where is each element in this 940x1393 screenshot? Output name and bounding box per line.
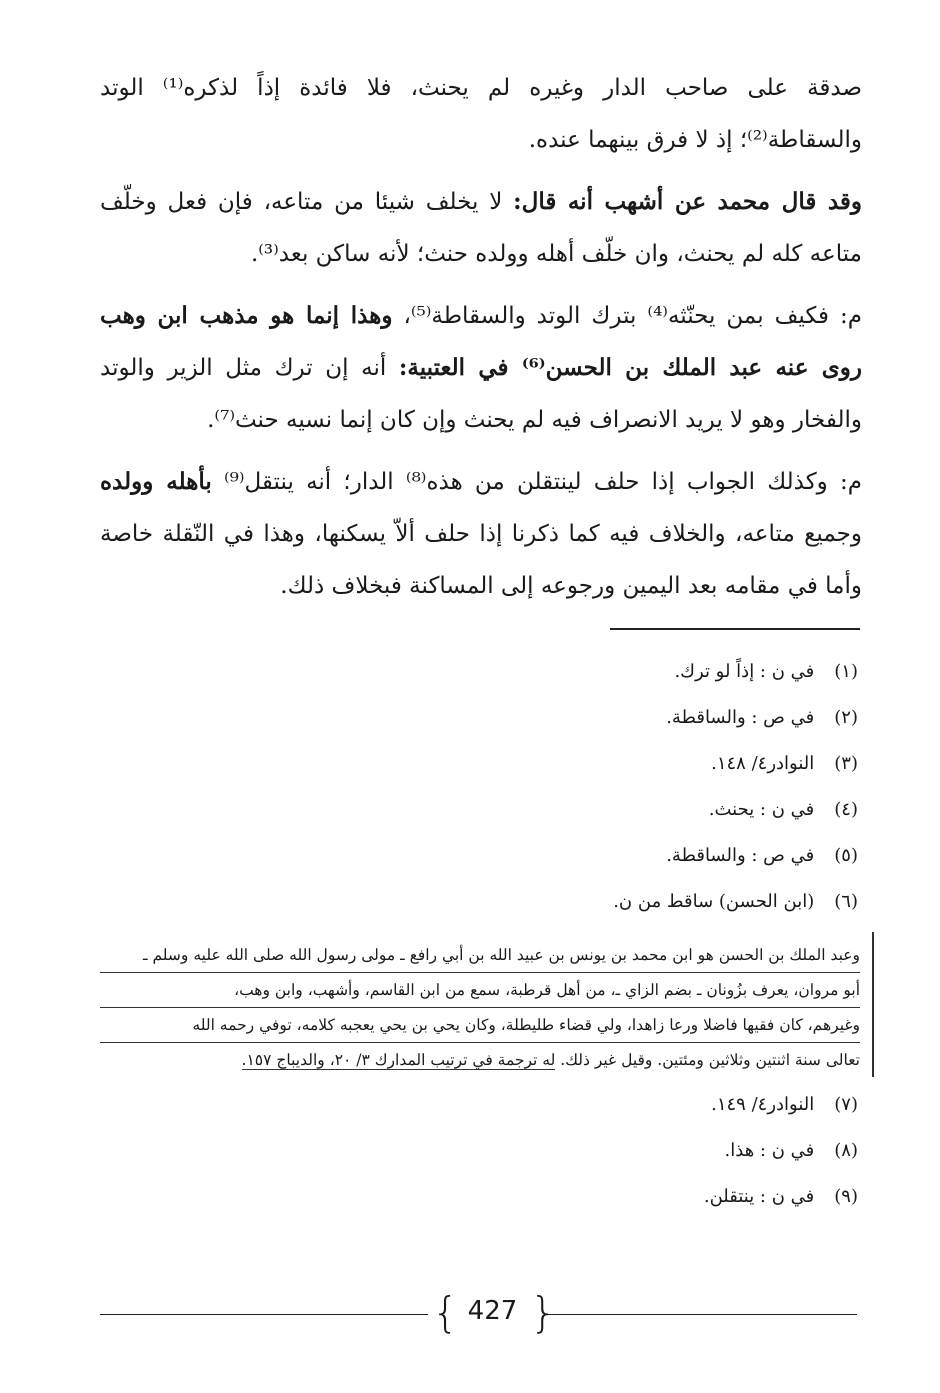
note-line-3: وغيرهم، كان فقيها فاضلا ورعا زاهدا، ولي قضاء طليطلة، وكان يحي بن يحي يعجبه كلامه، توفي رحمه الله (100, 1008, 860, 1043)
footnote-number: (٥) (834, 845, 858, 866)
paragraph-4-bold: بأهله وولده (100, 468, 212, 495)
footnote-5 (100, 834, 862, 880)
footnote-text: في ن : إذاً لو ترك. (674, 661, 815, 682)
footnote-1 (100, 650, 862, 696)
footnote-number: (٦) (834, 891, 858, 912)
note-line-4 (100, 1043, 860, 1077)
right-brace-icon: } (530, 1288, 557, 1337)
footnote-8 (100, 1129, 862, 1175)
note-line-4-text: تعالى سنة اثنتين وثلاثين ومئتين. وقيل غير ذلك. (555, 1051, 860, 1069)
footnote-number: (٣) (834, 753, 858, 774)
footnote-6 (100, 880, 862, 926)
footer-rule-right (545, 1314, 857, 1315)
paragraph-1 (100, 62, 862, 166)
paragraph-2 (100, 176, 862, 280)
footnote-number: (٨) (834, 1140, 858, 1161)
note-line-1: وعبد الملك بن الحسن هو ابن محمد بن يونس بن عبيد الله بن أبي رافع ـ مولى رسول الله صلى الله عليه وسلم ـ (100, 938, 860, 973)
paragraph-3-bold: وهذا إنما هو مذهب ابن وهب روى عنه عبد الملك بن الحسن⁽⁶⁾ في العتبية: (100, 302, 862, 381)
paragraph-4 (100, 456, 862, 612)
footnote-number: (٢) (834, 707, 858, 728)
footnote-text: في ص : والساقطة. (666, 845, 815, 866)
footnote-3 (100, 742, 862, 788)
paragraph-3-text-b: أنه إن ترك مثل الزير والوتد والفخار وهو لا يريد الانصراف فيه لم يحنث وإن كان إنما نسيه حنث⁽⁷⁾. (100, 355, 862, 433)
paragraph-4-text-b: وجميع متاعه، والخلاف فيه كما ذكرنا إذا حلف ألاّ يسكنها، وهذا في النّقلة خاصة وأما في مقامه بعد اليمين ورجوعه إلى المساكنة فبخلاف ذلك. (100, 521, 862, 599)
note-line-4-underlined: له ترجمة في ترتيب المدارك ٣/ ٢٠، والديباج ١٥٧. (241, 1051, 556, 1069)
footnote-text: النوادر٤/ ١٤٨. (711, 753, 815, 774)
left-brace-icon: { (432, 1288, 459, 1337)
footnote-4 (100, 788, 862, 834)
paragraph-3 (100, 290, 862, 446)
paragraph-3-text-a: م: فكيف بمن يحنّثه⁽⁴⁾ بترك الوتد والسقاطة⁽⁵⁾، (392, 303, 863, 329)
footnote-number: (١) (834, 661, 858, 682)
paragraph-1-text: صدقة على صاحب الدار وغيره لم يحنث، فلا فائدة إذاً لذكره⁽¹⁾ الوتد والسقاطة⁽²⁾؛ إذ لا فرق بينهما عنده. (100, 75, 863, 153)
footnote-text: (ابن الحسن) ساقط من ن. (613, 891, 815, 912)
footnote-text: في ص : والساقطة. (666, 707, 815, 728)
footnote-9 (100, 1175, 862, 1221)
paragraph-2-text: لا يخلف شيئا من متاعه، فإن فعل وخلّف متاعه كله لم يحنث، وان خلّف أهله وولده حنث؛ لأنه ساكن بعد⁽³⁾. (100, 189, 862, 267)
footnote-7 (100, 1083, 862, 1129)
main-text (100, 62, 862, 622)
footnote-text: النوادر٤/ ١٤٩. (711, 1094, 815, 1115)
footnote-text: في ن : يحنث. (708, 799, 815, 820)
footnote-text: في ن : ينتقلن. (703, 1186, 815, 1207)
footer-rule-left (100, 1314, 428, 1315)
biographical-note (100, 932, 874, 1077)
paragraph-2-bold: وقد قال محمد عن أشهب أنه قال: (513, 188, 862, 215)
footnotes (100, 650, 862, 1221)
note-line-2: أبو مروان، يعرف بزُونان ـ بضم الزاي ـ، من أهل قرطبة، سمع من ابن القاسم، وأشهب، وابن وهب، (100, 973, 860, 1008)
page-number-footer (0, 1290, 940, 1340)
footnote-text: في ن : هذا. (724, 1140, 815, 1161)
footnote-number: (٩) (834, 1186, 858, 1207)
footnote-number: (٧) (834, 1094, 858, 1115)
footnote-separator (610, 628, 860, 630)
paragraph-4-text-a: م: وكذلك الجواب إذا حلف لينتقلن من هذه⁽⁸⁾ الدار؛ أنه ينتقل⁽⁹⁾ (211, 469, 862, 495)
footnote-2 (100, 696, 862, 742)
page-number: 427 (467, 1296, 518, 1326)
footnote-number: (٤) (834, 799, 858, 820)
